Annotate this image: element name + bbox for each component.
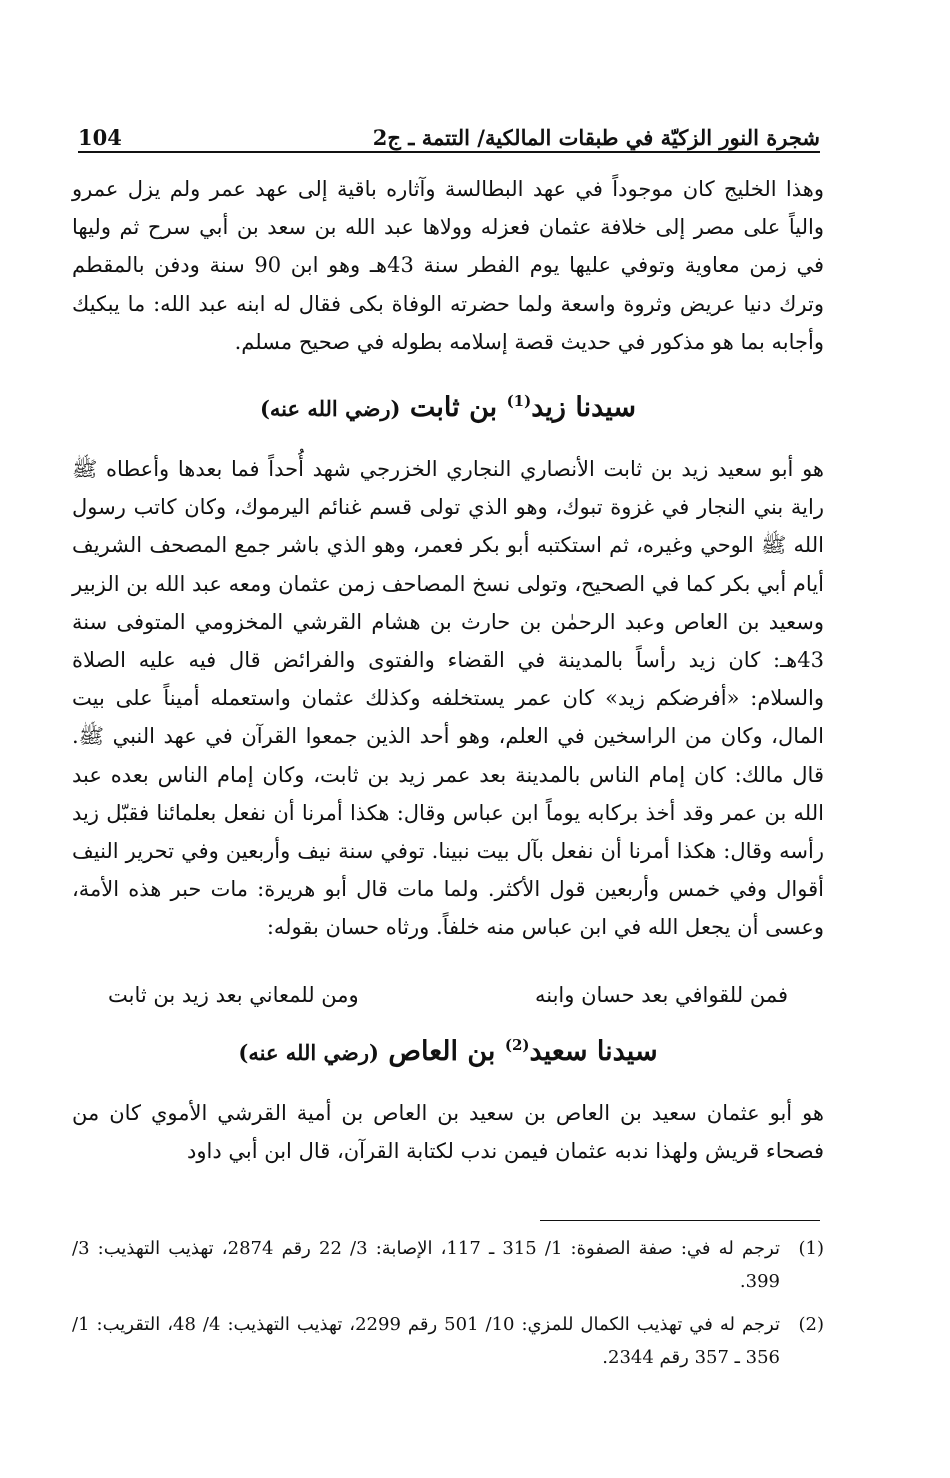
footnote-text: ترجم له في تهذيب الكمال للمزي: 10/ 501 رقم 2299، تهذيب التهذيب: 4/ 48، التقريب: 1/ 356 ـ 357 رقم 2344. (72, 1314, 780, 1368)
heading-name: سيدنا زيد (531, 392, 637, 423)
footnote-ref: (2) (504, 1036, 530, 1054)
section-heading-zayd (72, 392, 824, 423)
footnote-ref: (1) (506, 392, 532, 410)
section-body-zayd: هو أبو سعيد زيد بن ثابت الأنصاري النجاري الخزرجي شهد أُحداً فما بعدها وأعطاه ﷺ راية بني النجار في غزوة تبوك، وهو الذي تولى قسم غنائم اليرموك، وكان كاتب رسول الله ﷺ الوحي وغيره، ثم استكتبه أبو بكر فعمر، وهو الذي باشر جمع المصحف الشريف أيام أبي بكر كما في الصحيح، وتولى نسخ المصاحف زمن عثمان ومعه عبد الله بن الزبير وسعيد بن العاص وعبد الرحمٰن بن حارث بن هشام القرشي المخزومي المتوفى سنة 43هـ: كان زيد رأساً بالمدينة في القضاء والفتوى والفرائض قال فيه عليه الصلاة والسلام: «أفرضكم زيد» كان عمر يستخلفه وكذلك عثمان واستعمله أميناً على بيت المال، وكان من الراسخين في العلم، وهو أحد الذين جمعوا القرآن في عهد النبي ﷺ. قال مالك: كان إمام الناس بالمدينة بعد عمر زيد بن ثابت، وكان إمام الناس بعده عبد الله بن عمر وقد أخذ بركابه يوماً ابن عباس وقال: هكذا أمرنا أن نفعل بعلمائنا فقبّل زيد رأسه وقال: هكذا أمرنا أن نفعل بآل بيت نبينا. توفي سنة نيف وأربعين وفي تحرير النيف أقوال وفي خمس وأربعين قول الأكثر. ولما مات قال أبو هريرة: مات حبر هذه الأمة، وعسى أن يجعل الله في ابن عباس منه خلفاً. ورثاه حسان بقوله: (72, 457, 824, 940)
running-title: شجرة النور الزكيّة في طبقات المالكية/ التتمة ـ ج2 (372, 125, 820, 150)
footnote-2 (72, 1308, 824, 1374)
heading-name: سيدنا سعيد (529, 1036, 658, 1067)
section-body-said: هو أبو عثمان سعيد بن العاص بن سعيد بن العاص بن أمية القرشي الأموي كان من فصحاء قريش ولهذا ندبه عثمان فيمن ندب لكتابة القرآن، قال ابن أبي داود (72, 1101, 824, 1164)
page-number: 104 (78, 125, 122, 150)
footnote-text: ترجم له في: صفة الصفوة: 1/ 315 ـ 117، الإصابة: 3/ 22 رقم 2874، تهذيب التهذيب: 3/ 399. (72, 1238, 780, 1292)
section-heading-said (72, 1036, 824, 1067)
heading-honorific: (رضي الله عنه) (259, 396, 401, 421)
poem-verse (72, 983, 824, 1007)
page-header (78, 112, 820, 150)
heading-rest: بن العاص (388, 1036, 496, 1067)
footnote-number: (1) (798, 1238, 824, 1259)
opening-paragraph: وهذا الخليج كان موجوداً في عهد البطالسة وآثاره باقية إلى عهد عمر ولم يزل عمرو والياً على مصر إلى خلافة عثمان فعزله وولاها عبد الله بن سعد بن أبي سرح ثم وليها في زمن معاوية وتوفي عليها يوم الفطر سنة 43هـ وهو ابن 90 سنة ودفن بالمقطم وترك دنيا عريض وثروة واسعة ولما حضرته الوفاة بكى فقال له ابنه عبد الله: ما يبكيك وأجابه بما هو مذكور في حديث قصة إسلامه بطوله في صحيح مسلم. (72, 177, 825, 354)
heading-honorific: (رضي الله عنه) (238, 1040, 379, 1065)
header-rule (78, 151, 820, 153)
footnote-1 (72, 1232, 824, 1298)
footnote-separator (540, 1220, 820, 1221)
verse-second-hemistich: ومن للمعاني بعد زيد بن ثابت (108, 983, 359, 1007)
heading-rest: بن ثابت (409, 392, 498, 423)
footnote-number: (2) (798, 1314, 824, 1335)
verse-first-hemistich: فمن للقوافي بعد حسان وابنه (534, 983, 788, 1007)
